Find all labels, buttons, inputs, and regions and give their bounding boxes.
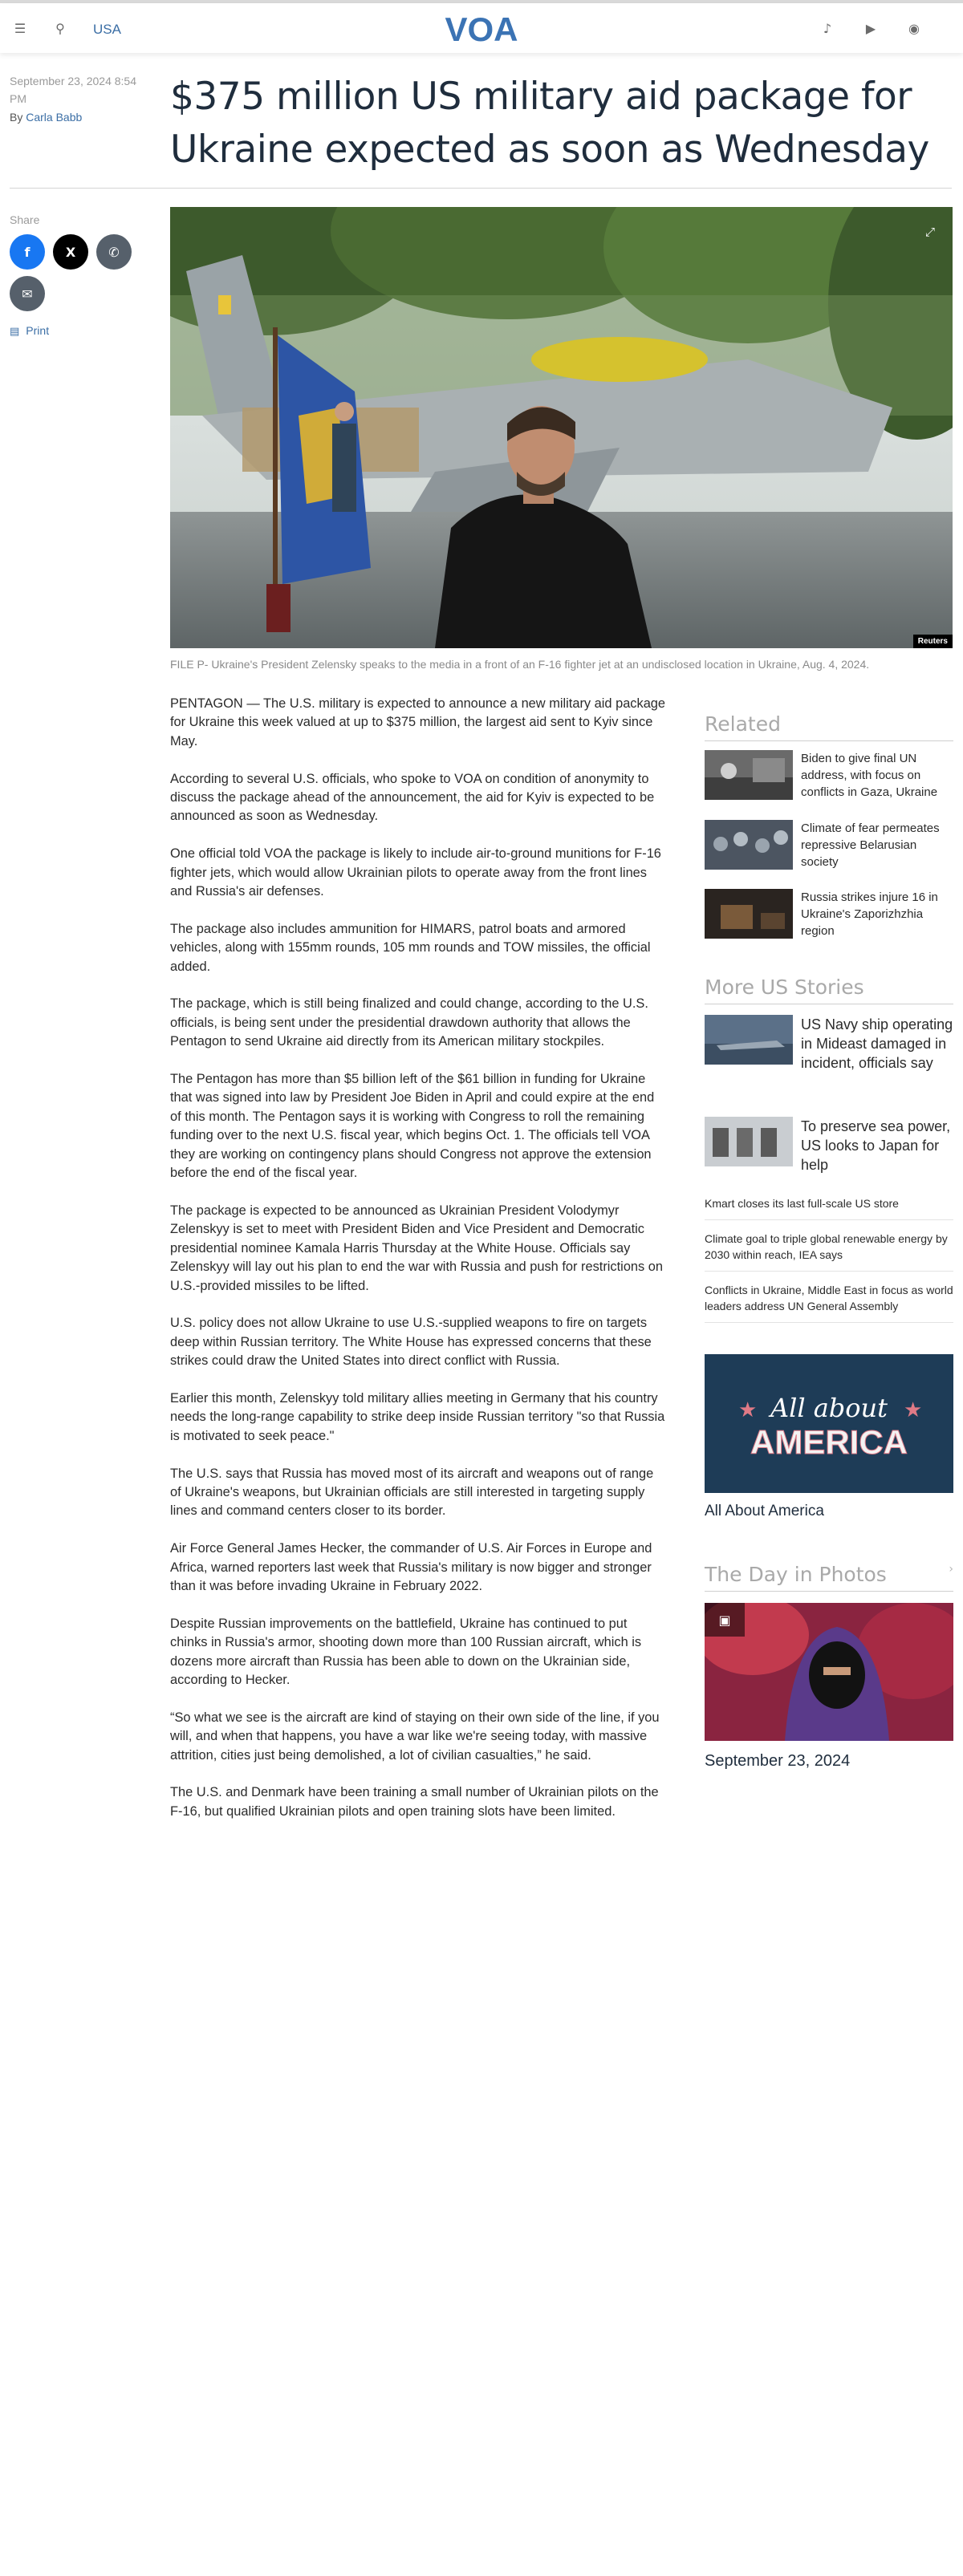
image-caption: FILE P- Ukraine's President Zelensky speaks to the media in a front of an F-16 fighter jet at an undisclosed location in Ukraine, Aug. 4, 2024. (170, 658, 870, 671)
divider (10, 188, 952, 189)
story-link[interactable]: Climate goal to triple global renewable energy by 2030 within reach, IEA says (705, 1231, 953, 1272)
logo-text: VOA (445, 11, 518, 47)
story-link[interactable]: Kmart closes its last full-scale US store (705, 1195, 953, 1220)
more-story-title: To preserve sea power, US looks to Japan for help (801, 1118, 951, 1173)
related-item-title: Climate of fear permeates repressive Belarusian society (801, 821, 940, 869)
related-item[interactable] (705, 750, 953, 801)
related-heading (705, 712, 953, 741)
byline-prefix: By (10, 111, 23, 124)
live-icon[interactable]: ▶ (865, 20, 876, 36)
article-body (170, 695, 668, 1840)
notification-icon[interactable]: ◉ (908, 20, 920, 36)
paragraph: The package, which is still being finalized and could change, according to the U.S. officials, is being sent under the presidential drawdown authority that allows the Pentagon to send Ukraine aid directly from its American military stockpiles. (170, 996, 648, 1049)
paragraph: According to several U.S. officials, who spoke to VOA on condition of anonymity to discuss the package ahead of the announcement, the aid for Kyiv is expected to be announced as soon as Wednesday. (170, 771, 655, 824)
day-in-photos-date[interactable]: September 23, 2024 (705, 1752, 851, 1770)
more-story-title: US Navy ship operating in Mideast damaged in incident, officials say (801, 1016, 953, 1071)
paragraph: The package is expected to be announced as Ukrainian President Volodymyr Zelenskyy is set to meet with President Biden and Vice President and Democratic presidential nominee Kamala Harris Thursday at the White House. Officials say Zelenskyy will lay out his plan to end the war with Russia and push for restrictions on U.S.-provided missiles to be lifted. (170, 1203, 664, 1293)
camera-icon: ▣ (705, 1603, 745, 1637)
more-story-item[interactable] (705, 1117, 953, 1174)
related-thumbnail (705, 750, 793, 800)
star-icon: ★ (738, 1398, 758, 1422)
all-about-america-promo[interactable] (705, 1354, 953, 1493)
related-item[interactable] (705, 820, 953, 870)
paragraph: “So what we see is the aircraft are kind of staying on their own side of the line, if you will, and when that happens, you have a war like we're seeing today, with massive attrition, cities just being demolished, a lot of civilian casualties,” he said. (170, 1710, 660, 1763)
paragraph: The Pentagon has more than $5 billion left of the $61 billion in funding for Ukraine that was signed into law by President Joe Biden in April and could expire at the end of this month. The Pentagon says it is working with Congress to roll the remaining funding over to the next U.S. fiscal year, which begins Oct. 1. The officials tell VOA they are working on contingency plans should Congress not approve the extension before the end of the fiscal year. (170, 1072, 655, 1181)
more-stories-heading-text: More US Stories (705, 976, 953, 1004)
paragraph: Despite Russian improvements on the battlefield, Ukraine has continued to put chinks in Russia's armor, shooting down more than 100 Russian aircraft, which is dozens more aircraft than Russia has been able to down on the Ukrainian side, according to Hecker. (170, 1616, 642, 1687)
hero-photo (170, 207, 953, 648)
related-item-title: Russia strikes injure 16 in Ukraine's Zaporizhzhia region (801, 890, 938, 938)
menu-icon[interactable]: ☰ (14, 20, 26, 36)
promo-line2: AMERICA (750, 1423, 908, 1461)
print-icon: ▤ (10, 325, 20, 337)
paragraph: The U.S. says that Russia has moved most of its aircraft and weapons out of range of Ukraine's weapons, but Ukrainian officials are still interested in targeting supply lines and command centers closer to its border. (170, 1466, 654, 1519)
related-item-title: Biden to give final UN address, with focus on conflicts in Gaza, Ukraine (801, 752, 938, 799)
related-item[interactable] (705, 889, 953, 939)
day-in-photos-heading (705, 1563, 953, 1592)
paragraph: U.S. policy does not allow Ukraine to use U.S.-supplied weapons to fire on targets deep within Russian territory. The White House has expressed concerns that these strikes could draw the United States into direct conflict with Russia. (170, 1316, 652, 1369)
search-icon[interactable]: ⚲ (55, 20, 65, 36)
story-link[interactable]: Conflicts in Ukraine, Middle East in focus as world leaders address UN General Assembly (705, 1282, 953, 1323)
site-header (0, 3, 963, 53)
print-button[interactable] (10, 324, 49, 338)
day-in-photos-heading-text: The Day in Photos (705, 1563, 887, 1586)
x-share-button[interactable] (53, 234, 88, 270)
whatsapp-share-button[interactable] (96, 234, 132, 270)
section-link-usa[interactable]: USA (93, 22, 121, 37)
paragraph: Air Force General James Hecker, the commander of U.S. Air Forces in Europe and Africa, warned reporters last week that Russia's military is now bigger and stronger than it was before invading Ukraine in February 2022. (170, 1541, 652, 1593)
facebook-icon: f (24, 244, 30, 260)
related-thumbnail (705, 820, 793, 870)
share-label: Share (10, 213, 40, 226)
more-stories-heading (705, 976, 953, 1004)
star-icon: ★ (904, 1398, 923, 1422)
more-story-item[interactable] (705, 1015, 953, 1073)
facebook-share-button[interactable] (10, 234, 45, 270)
promo-line1: All about (770, 1393, 888, 1423)
paragraph: One official told VOA the package is likely to include air-to-ground munitions for F-16 fighter jets, which would allow Ukrainian pilots to operate away from the front lines and Russia's air defenses. (170, 846, 661, 899)
email-icon: ✉ (22, 286, 33, 302)
expand-icon[interactable]: ⤢ (924, 225, 935, 239)
related-heading-text: Related (705, 712, 953, 741)
listen-icon[interactable]: ♪ (823, 20, 832, 36)
print-label: Print (26, 324, 50, 337)
related-thumbnail (705, 889, 793, 939)
x-icon: X (65, 244, 76, 260)
more-story-thumbnail (705, 1117, 793, 1166)
paragraph: The U.S. and Denmark have been training a small number of Ukrainian pilots on the F-16, but qualified Ukrainian pilots and open training slots have been limited. (170, 1785, 659, 1819)
email-share-button[interactable] (10, 276, 45, 311)
author-link[interactable]: Carla Babb (26, 111, 83, 124)
byline (10, 111, 82, 124)
paragraph: The package also includes ammunition for HIMARS, patrol boats and armored vehicles, along with 155mm rounds, 105 mm rounds and TOW missiles, the official added. (170, 921, 651, 974)
promo-caption[interactable]: All About America (705, 1503, 824, 1519)
paragraph: Earlier this month, Zelenskyy told military allies meeting in Germany that his country needs the long-range capability to strike deep inside Russian territory "so that Russia is motivated to seek peace." (170, 1390, 665, 1443)
voa-logo[interactable] (440, 11, 523, 47)
paragraph: PENTAGON — The U.S. military is expected to announce a new military aid package for Ukraine this week valued at up to $375 million, the largest aid sent to Kyiv since May. (170, 696, 666, 748)
chevron-right-icon[interactable]: › (949, 1563, 953, 1576)
more-story-thumbnail (705, 1015, 793, 1065)
hero-image (170, 207, 953, 648)
publish-date: September 23, 2024 8:54 PM (10, 75, 137, 105)
whatsapp-icon: ✆ (108, 244, 120, 260)
image-credit: Reuters (913, 635, 953, 648)
page-title: $375 million US military aid package for Ukraine expected as soon as Wednesday (170, 75, 929, 172)
promo-graphic (705, 1354, 953, 1493)
